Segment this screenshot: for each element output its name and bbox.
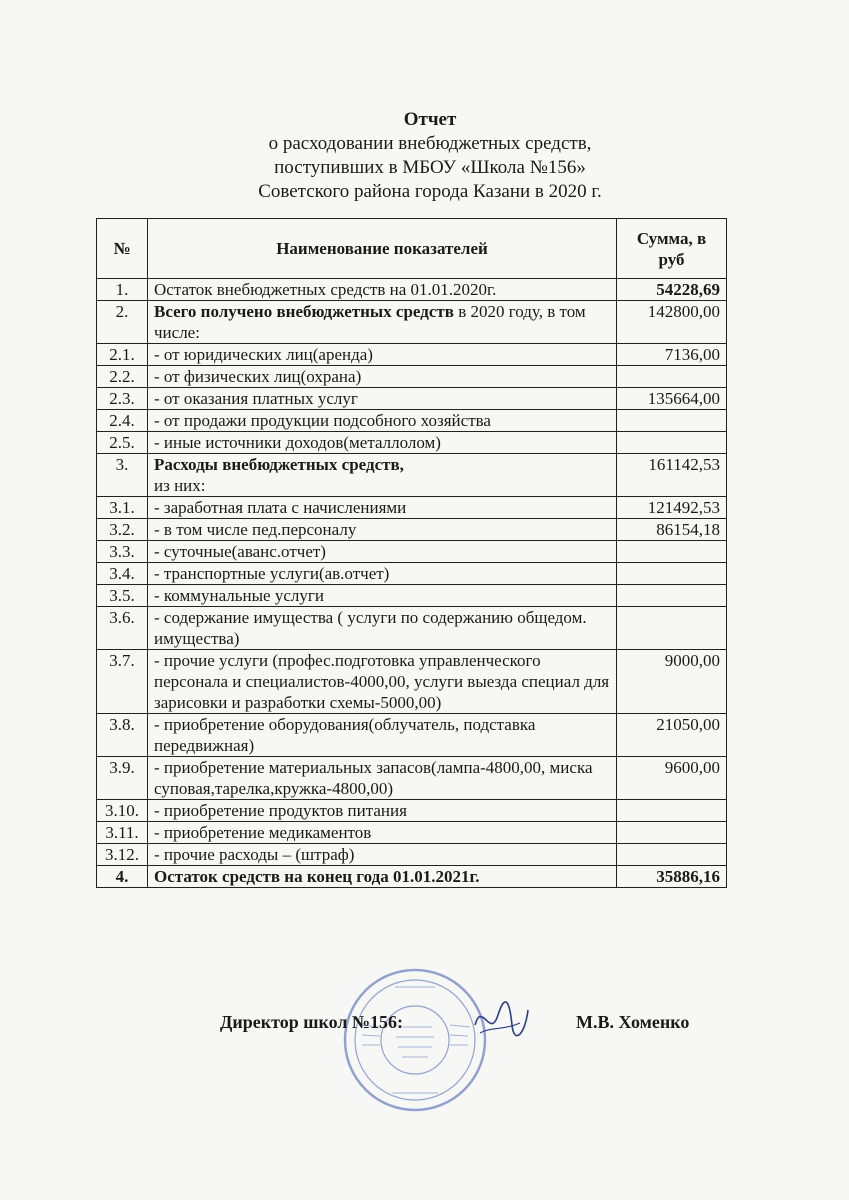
row-name-bold: Всего получено внебюджетных средств — [154, 302, 454, 321]
row-name: - приобретение оборудования(облучатель, подставка передвижная) — [148, 714, 617, 757]
row-sum: 121492,53 — [617, 497, 727, 519]
table-row — [97, 800, 727, 822]
report-table — [96, 218, 727, 888]
row-num: 3.1. — [97, 497, 148, 519]
row-name: - прочие расходы – (штраф) — [148, 844, 617, 866]
row-sum — [617, 366, 727, 388]
row-name: - приобретение материальных запасов(лампа-4800,00, миска суповая,тарелка,кружка-4800,00) — [148, 757, 617, 800]
row-sum: 7136,00 — [617, 344, 727, 366]
row-sum: 86154,18 — [617, 519, 727, 541]
table-row — [97, 301, 727, 344]
signature-name: М.В. Хоменко — [576, 1012, 690, 1032]
handwritten-signature — [470, 995, 530, 1045]
row-num: 3.4. — [97, 563, 148, 585]
table-row — [97, 714, 727, 757]
table-header-row — [97, 219, 727, 279]
official-stamp — [340, 965, 490, 1115]
row-sum: 54228,69 — [617, 279, 727, 301]
table-row — [97, 432, 727, 454]
table-row — [97, 519, 727, 541]
row-sum: 35886,16 — [617, 866, 727, 888]
row-num: 3.12. — [97, 844, 148, 866]
title-line-3: поступивших в МБОУ «Школа №156» — [274, 157, 586, 178]
row-num: 3.7. — [97, 650, 148, 714]
row-num: 3.3. — [97, 541, 148, 563]
table-row — [97, 497, 727, 519]
row-num: 2.4. — [97, 410, 148, 432]
row-num: 3.10. — [97, 800, 148, 822]
row-name: - содержание имущества ( услуги по содержанию общедом. имущества) — [148, 607, 617, 650]
title-line-1: Отчет — [403, 109, 457, 130]
row-name — [148, 454, 617, 497]
row-sum — [617, 410, 727, 432]
row-num: 3.2. — [97, 519, 148, 541]
row-num: 3.5. — [97, 585, 148, 607]
row-sum: 142800,00 — [617, 301, 727, 344]
row-name: - иные источники доходов(металлолом) — [148, 432, 617, 454]
row-sum — [617, 541, 727, 563]
signature-position: Директор школ №156: — [220, 1012, 404, 1032]
header-name: Наименование показателей — [148, 219, 617, 279]
row-sum: 9600,00 — [617, 757, 727, 800]
table-row — [97, 279, 727, 301]
row-num: 3.11. — [97, 822, 148, 844]
header-sum: Сумма, в руб — [617, 219, 727, 279]
row-num: 2. — [97, 301, 148, 344]
table-row — [97, 822, 727, 844]
row-name-rest: в 2020 году, в том числе: — [154, 302, 586, 342]
row-num: 1. — [97, 279, 148, 301]
row-name-rest: из них: — [154, 476, 206, 495]
row-num: 3.8. — [97, 714, 148, 757]
row-name: - от юридических лиц(аренда) — [148, 344, 617, 366]
table-row — [97, 388, 727, 410]
table-row — [97, 607, 727, 650]
row-sum — [617, 585, 727, 607]
row-name: - транспортные услуги(ав.отчет) — [148, 563, 617, 585]
row-num: 2.3. — [97, 388, 148, 410]
table-row — [97, 344, 727, 366]
row-name: - от физических лиц(охрана) — [148, 366, 617, 388]
row-sum: 135664,00 — [617, 388, 727, 410]
row-num: 2.2. — [97, 366, 148, 388]
row-name: - приобретение продуктов питания — [148, 800, 617, 822]
row-sum: 21050,00 — [617, 714, 727, 757]
row-name: - от оказания платных услуг — [148, 388, 617, 410]
row-name: - заработная плата с начислениями — [148, 497, 617, 519]
title-line-4: Советского района города Казани в 2020 г. — [258, 181, 602, 202]
row-num: 3.9. — [97, 757, 148, 800]
row-sum: 161142,53 — [617, 454, 727, 497]
row-sum — [617, 800, 727, 822]
row-name — [148, 301, 617, 344]
report-title — [150, 108, 710, 204]
row-num: 2.1. — [97, 344, 148, 366]
row-name: - коммунальные услуги — [148, 585, 617, 607]
header-num: № — [97, 219, 148, 279]
table-row — [97, 757, 727, 800]
table-row — [97, 366, 727, 388]
table-row — [97, 585, 727, 607]
table-row — [97, 650, 727, 714]
row-sum: 9000,00 — [617, 650, 727, 714]
row-name: - прочие услуги (профес.подготовка управленческого персонала и специалистов-4000,00, услуги выезда специал для зарисовки и разработки схемы-5000,00) — [148, 650, 617, 714]
row-sum — [617, 822, 727, 844]
row-sum — [617, 844, 727, 866]
table-row — [97, 563, 727, 585]
row-name: Остаток средств на конец года 01.01.2021г. — [148, 866, 617, 888]
table-row — [97, 541, 727, 563]
row-name: Остаток внебюджетных средств на 01.01.2020г. — [148, 279, 617, 301]
row-num: 2.5. — [97, 432, 148, 454]
row-name: - приобретение медикаментов — [148, 822, 617, 844]
row-num: 3. — [97, 454, 148, 497]
title-line-2: о расходовании внебюджетных средств, — [268, 133, 592, 154]
table-row — [97, 410, 727, 432]
row-sum — [617, 607, 727, 650]
row-sum — [617, 432, 727, 454]
row-name: - в том числе пед.персоналу — [148, 519, 617, 541]
table-row-total — [97, 866, 727, 888]
row-num: 3.6. — [97, 607, 148, 650]
table-row — [97, 454, 727, 497]
table-row — [97, 844, 727, 866]
row-name: - суточные(аванс.отчет) — [148, 541, 617, 563]
row-num: 4. — [97, 866, 148, 888]
row-name: - от продажи продукции подсобного хозяйства — [148, 410, 617, 432]
row-sum — [617, 563, 727, 585]
row-name-bold: Расходы внебюджетных средств, — [154, 455, 404, 474]
